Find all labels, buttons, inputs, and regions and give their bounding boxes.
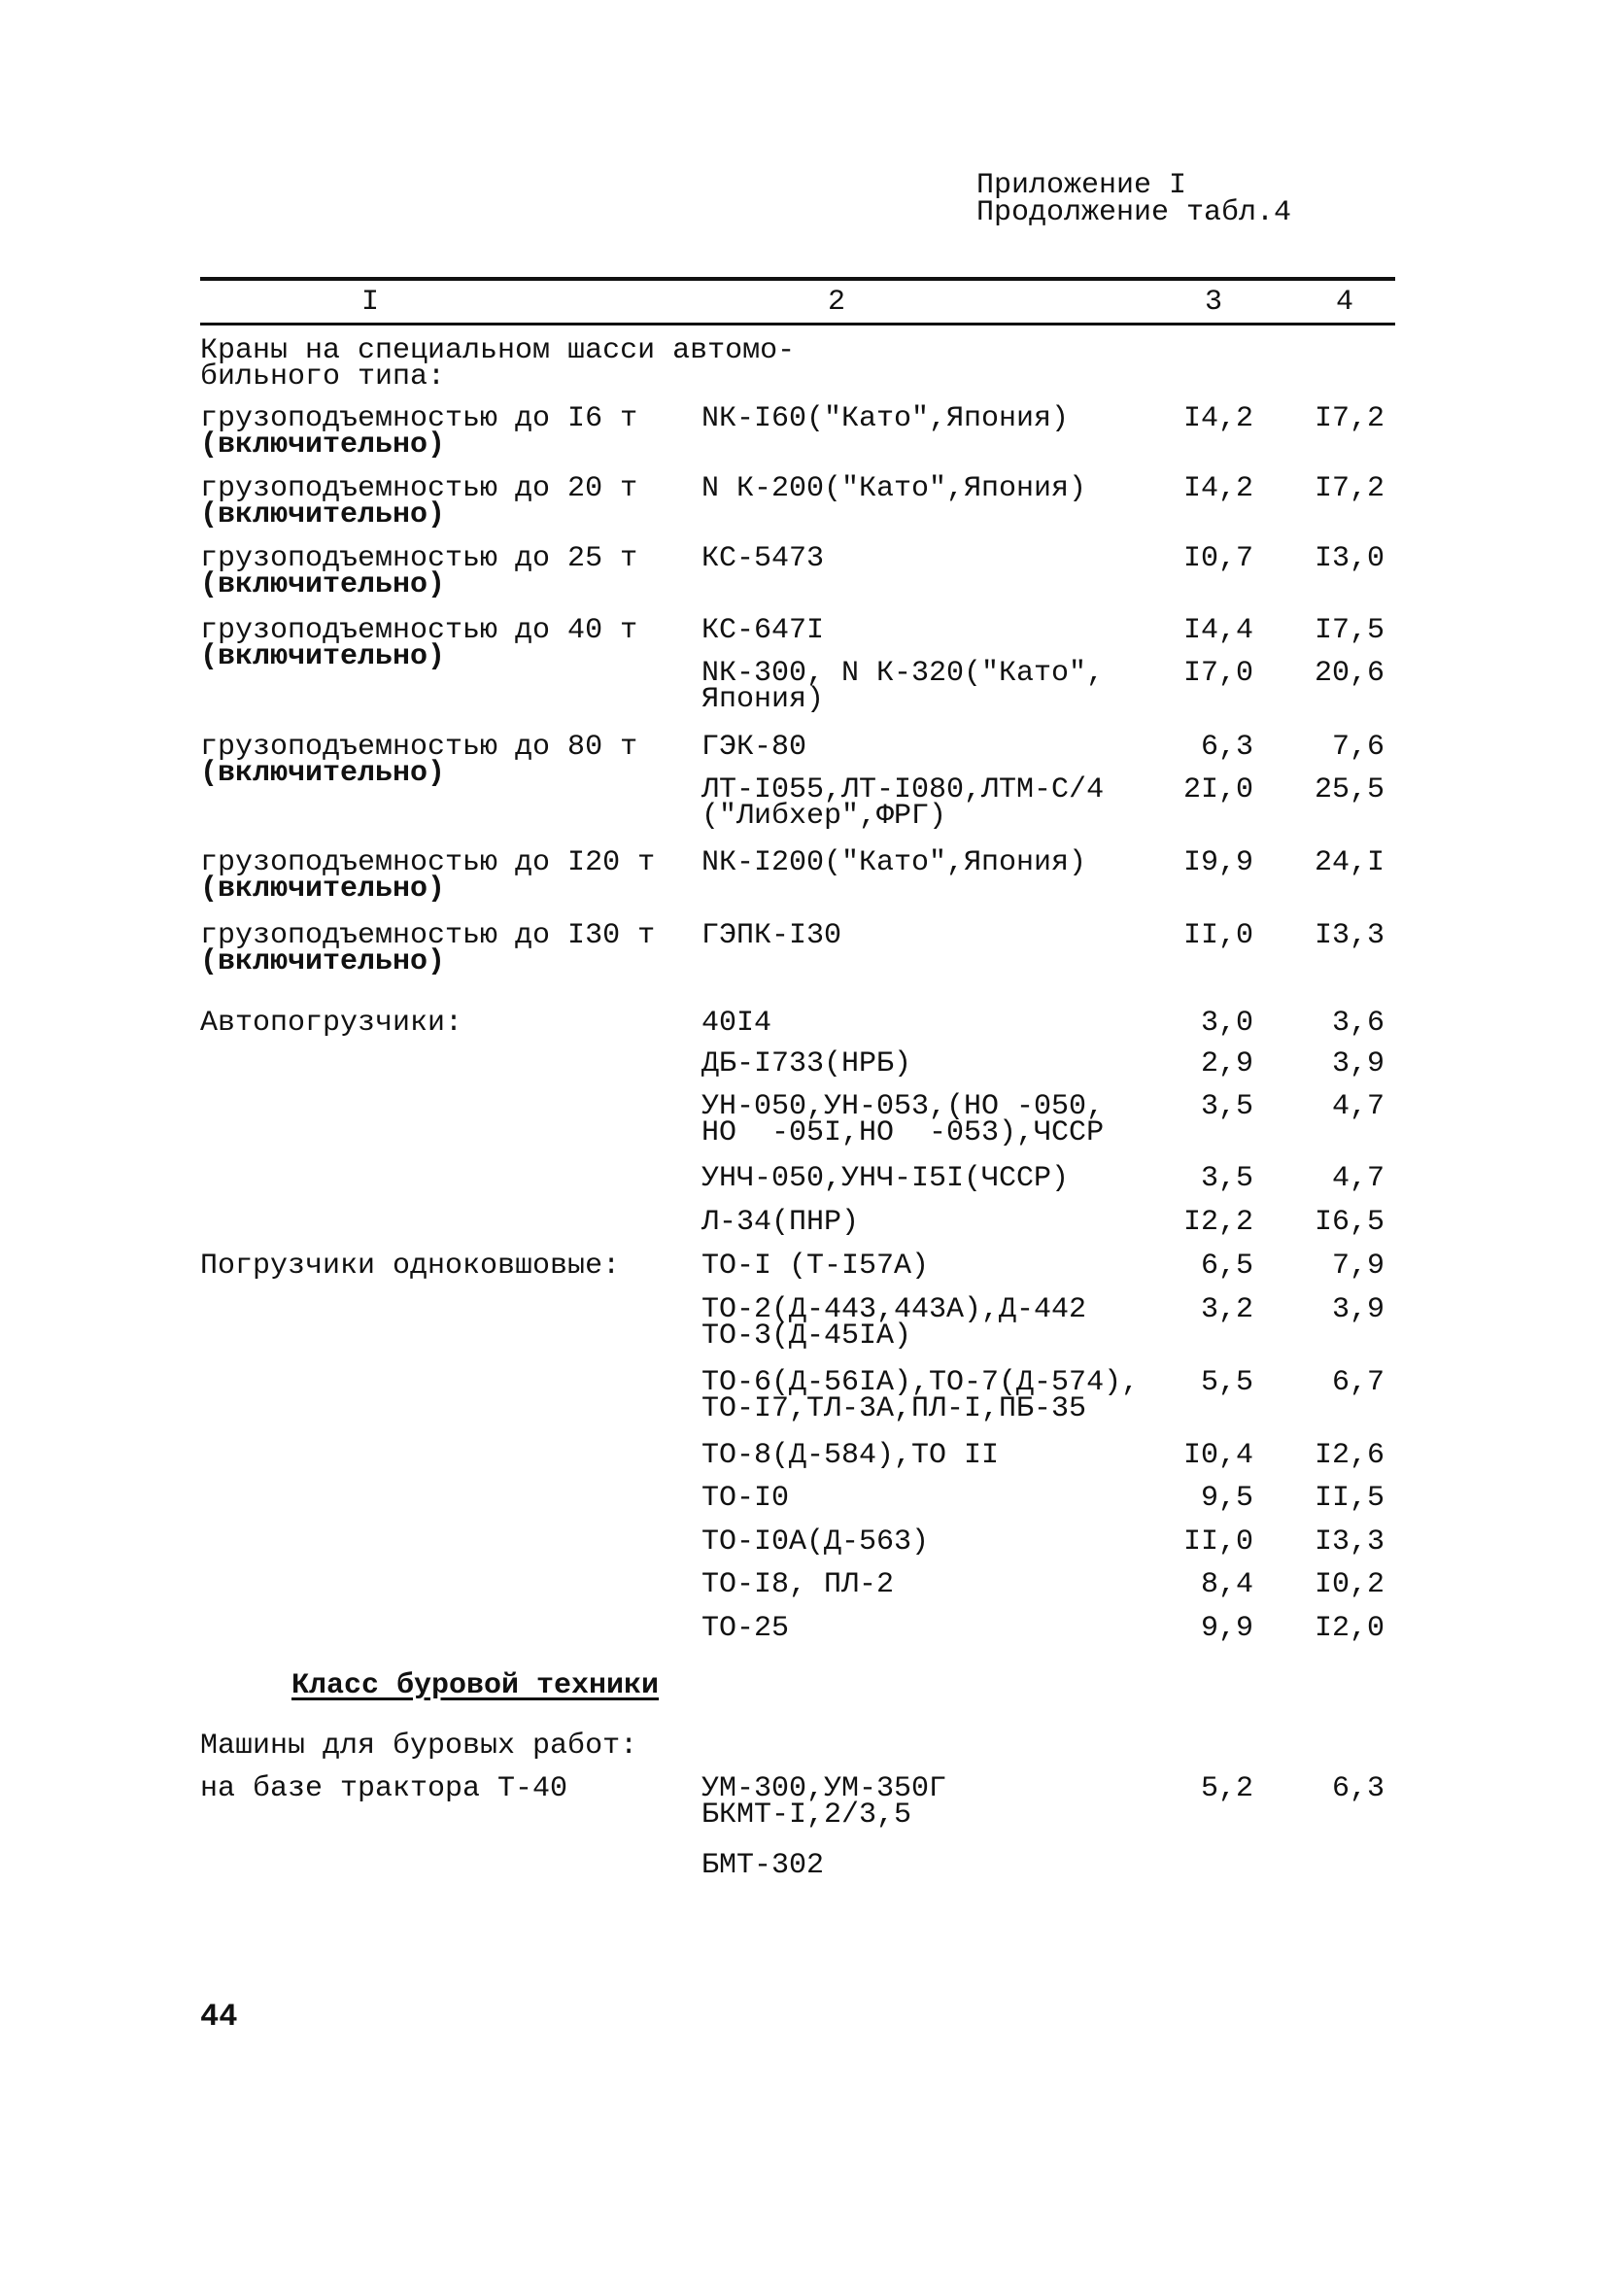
- row-value-col3: I0,7: [1182, 542, 1253, 575]
- row-value-col4: 3,9: [1331, 1047, 1385, 1080]
- row-value-col4: I2,6: [1314, 1439, 1385, 1472]
- row-value-col3: 9,9: [1200, 1612, 1253, 1645]
- column-header-1: I: [361, 286, 380, 319]
- row-value-col3: I0,4: [1182, 1439, 1253, 1472]
- row-model: ДБ-I733(НРБ): [701, 1047, 912, 1080]
- row-category: грузоподъемностью до 40 т: [200, 614, 638, 647]
- row-value-col3: 6,5: [1200, 1250, 1253, 1283]
- row-value-col4: 3,9: [1331, 1293, 1385, 1326]
- row-model: ЛТ-I055,ЛТ-I080,ЛТМ-С/4: [701, 773, 1105, 806]
- row-value-col4: 25,5: [1314, 773, 1385, 806]
- row-model: ТО-I0А(Д-563): [701, 1525, 930, 1559]
- row-value-col4: I7,2: [1314, 402, 1385, 435]
- row-category: (включительно): [200, 428, 446, 462]
- drilling-class-heading: Класс буровой техники: [291, 1669, 660, 1702]
- row-value-col3: I9,9: [1182, 846, 1253, 879]
- row-model: ТО-I7,ТЛ-3А,ПЛ-I,ПБ-35: [701, 1392, 1087, 1425]
- continuation-label: Продолжение табл.4: [976, 196, 1292, 229]
- row-value-col4: I0,2: [1314, 1568, 1385, 1601]
- row-model: БМТ-302: [701, 1849, 825, 1882]
- row-value-col3: 9,5: [1200, 1482, 1253, 1515]
- row-category: (включительно): [200, 757, 446, 790]
- row-value-col3: I7,0: [1182, 657, 1253, 690]
- row-value-col4: 7,6: [1331, 731, 1385, 764]
- row-value-col3: 8,4: [1200, 1568, 1253, 1601]
- row-model: УН-050,УН-053,(НО -050,: [701, 1090, 1105, 1123]
- row-model: ТО-3(Д-45IА): [701, 1319, 912, 1353]
- row-value-col3: 5,2: [1200, 1772, 1253, 1805]
- row-model: ГЭПК-I30: [701, 919, 842, 952]
- row-model: ТО-8(Д-584),ТО II: [701, 1439, 1000, 1472]
- column-header-4: 4: [1336, 286, 1354, 319]
- row-value-col4: I3,3: [1314, 1525, 1385, 1559]
- row-value-col3: 3,5: [1200, 1090, 1253, 1123]
- row-value-col3: 3,5: [1200, 1162, 1253, 1195]
- section-cranes-line1: Краны на специальном шасси автомо-: [200, 334, 796, 367]
- row-value-col4: 4,7: [1331, 1162, 1385, 1195]
- row-category: грузоподъемностью до I30 т: [200, 919, 656, 952]
- row-model: ТО-25: [701, 1612, 790, 1645]
- row-model: ТО-6(Д-56IА),ТО-7(Д-574),: [701, 1366, 1140, 1399]
- column-header-2: 2: [828, 286, 846, 319]
- row-model: ГЭК-80: [701, 731, 807, 764]
- row-value-col4: I6,5: [1314, 1206, 1385, 1239]
- row-value-col3: 3,2: [1200, 1293, 1253, 1326]
- row-value-col4: I7,2: [1314, 472, 1385, 505]
- row-model: Япония): [701, 683, 825, 716]
- row-category: (включительно): [200, 568, 446, 601]
- appendix-label: Приложение I: [976, 169, 1187, 202]
- row-category: грузоподъемностью до 80 т: [200, 731, 638, 764]
- row-model: КС-647I: [701, 614, 825, 647]
- table-top-rule: [200, 277, 1395, 281]
- row-model: УМ-300,УМ-350Г: [701, 1772, 947, 1805]
- row-value-col3: 6,3: [1200, 731, 1253, 764]
- row-model: УНЧ-050,УНЧ-I5I(ЧССР): [701, 1162, 1070, 1195]
- row-value-col4: 3,6: [1331, 1007, 1385, 1040]
- row-model: Л-34(ПНР): [701, 1206, 860, 1239]
- section-cranes-line2: бильного типа:: [200, 360, 446, 394]
- row-value-col4: 4,7: [1331, 1090, 1385, 1123]
- row-model: 40I4: [701, 1007, 772, 1040]
- drilling-machines-label: Машины для буровых работ:: [200, 1730, 638, 1763]
- row-value-col3: 3,0: [1200, 1007, 1253, 1040]
- row-model: N К-200("Като",Япония): [701, 472, 1087, 505]
- row-category: грузоподъемностью до 20 т: [200, 472, 638, 505]
- column-header-3: 3: [1205, 286, 1223, 319]
- row-value-col4: I3,0: [1314, 542, 1385, 575]
- row-value-col3: 2I,0: [1182, 773, 1253, 806]
- row-model: NК-I60("Като",Япония): [701, 402, 1070, 435]
- row-category: (включительно): [200, 945, 446, 978]
- row-value-col4: 6,3: [1331, 1772, 1385, 1805]
- row-model: ТО-2(Д-443,443А),Д-442: [701, 1293, 1087, 1326]
- page-number: 44: [200, 1999, 238, 2035]
- row-value-col4: II,5: [1314, 1482, 1385, 1515]
- row-value-col3: I4,2: [1182, 472, 1253, 505]
- row-value-col3: II,0: [1182, 919, 1253, 952]
- row-value-col4: I7,5: [1314, 614, 1385, 647]
- row-model: NК-300, N К-320("Като",: [701, 657, 1105, 690]
- row-category: (включительно): [200, 640, 446, 673]
- row-category: на базе трактора Т-40: [200, 1772, 568, 1805]
- row-value-col3: 5,5: [1200, 1366, 1253, 1399]
- row-model: ТО-I0: [701, 1482, 790, 1515]
- row-category: Погрузчики одноковшовые:: [200, 1250, 621, 1283]
- row-value-col4: I2,0: [1314, 1612, 1385, 1645]
- row-value-col3: 2,9: [1200, 1047, 1253, 1080]
- row-value-col3: I2,2: [1182, 1206, 1253, 1239]
- row-model: ТО-I8, ПЛ-2: [701, 1568, 895, 1601]
- row-category: (включительно): [200, 873, 446, 906]
- row-value-col4: 24,I: [1314, 846, 1385, 879]
- row-value-col3: I4,2: [1182, 402, 1253, 435]
- row-category: грузоподъемностью до I6 т: [200, 402, 638, 435]
- row-value-col3: I4,4: [1182, 614, 1253, 647]
- row-model: ТО-I (Т-I57А): [701, 1250, 930, 1283]
- row-model: БКМТ-I,2/3,5: [701, 1799, 912, 1832]
- row-model: НО -05I,НО -053),ЧССР: [701, 1116, 1105, 1149]
- row-value-col4: 6,7: [1331, 1366, 1385, 1399]
- row-category: Автопогрузчики:: [200, 1007, 463, 1040]
- table-header-rule: [200, 323, 1395, 326]
- row-model: КС-5473: [701, 542, 825, 575]
- row-category: грузоподъемностью до I20 т: [200, 846, 656, 879]
- row-model: ("Либхер",ФРГ): [701, 800, 947, 833]
- row-model: NК-I200("Като",Япония): [701, 846, 1087, 879]
- row-value-col4: I3,3: [1314, 919, 1385, 952]
- row-category: (включительно): [200, 498, 446, 531]
- row-value-col4: 7,9: [1331, 1250, 1385, 1283]
- row-category: грузоподъемностью до 25 т: [200, 542, 638, 575]
- row-value-col4: 20,6: [1314, 657, 1385, 690]
- row-value-col3: II,0: [1182, 1525, 1253, 1559]
